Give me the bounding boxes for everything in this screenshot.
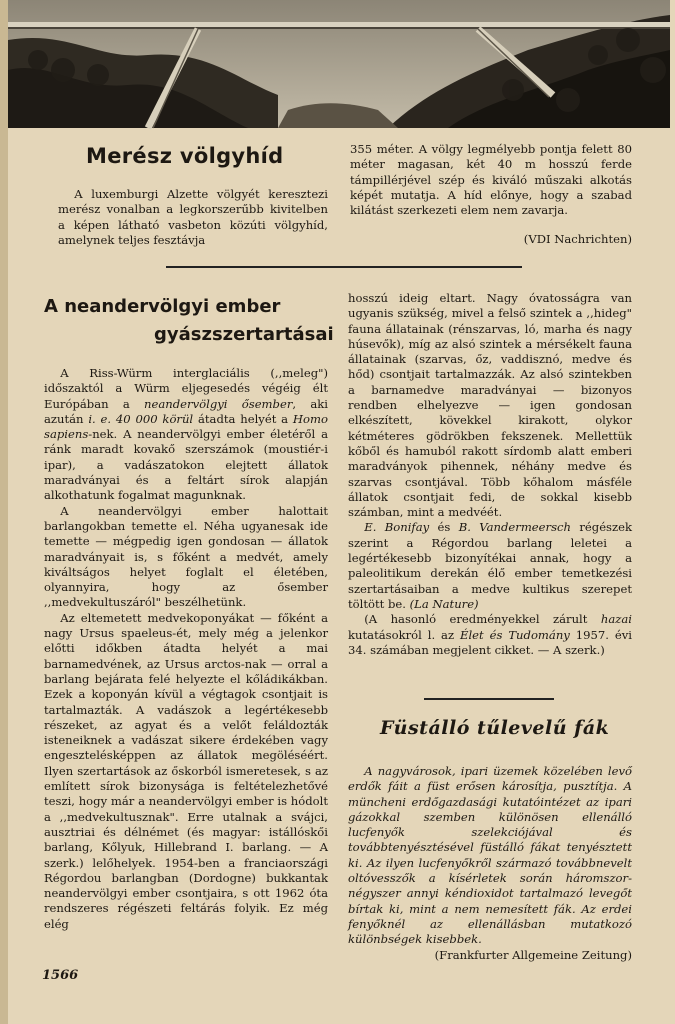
neander-paragraph-1: A Riss-Würm interglaciális (,,meleg") időszaktól a Würm eljegesedés végéig élt Európában a neandervölgyi ősember, aki azután i. e. 40 000 körül átadta helyét a Homo sapiens-nek. A neandervölgyi ember életéről a ránk maradt kovakő szerszámok (moustiér-i ipar), a vadászatokon elejtett állatok maradványai és a feltárt sírok alapján alkothatunk fogalmat magunknak. bbox=[44, 366, 328, 503]
bridge-article-title: Merész völgyhíd bbox=[86, 144, 284, 168]
smoke-divider bbox=[424, 698, 554, 700]
neander-paragraph-3: Az eltemetett medvekoponyákat — főként a nagy Ursus spaeleus-ét, mely még a jelenkor előtti időkben átadta helyét a mai barnamedvének, az Ursus arctos-nak — orral a barlang bejárata felé helyezte el kőládikákban. Ezek a koponyán kívül a végtagok csontjait is tartalmazták. A vadászok a legértékesebb részeket, az agyat és a velőt feláldozták isteneiknek a vadászat sikere érdekében vagy engesztelésképpen az állatok megöléséért. Ilyen szertartások az őskorból ismeretesek, s az említett sírok bizonysága is feltételezhetővé teszi, hogy már a neandervölgyi ember is hódolt a ,,medvekultusznak". Erre utalnak a svájci, ausztriai és délnémet (és magyar: istállóskői barlang, Kőlyuk, Hillebrand I. barlang. — A szerk.) lelőhelyek. 1954-ben a franciaországi Régordou barlangban (Dordogne) bukkantak neandervölgyi ember csontjaira, s ott 1962 óta rendszeres régészeti feltárás folyik. Ez még elég bbox=[44, 610, 328, 931]
bridge-text-col1 bbox=[58, 187, 328, 259]
bridge-photo bbox=[8, 0, 670, 128]
bridge-source-wrap bbox=[350, 232, 632, 247]
bridge-source: (VDI Nachrichten) bbox=[523, 232, 632, 246]
bridge-paragraph-part2: 355 méter. A völgy legmélyebb pontja felett 80 méter magasan, két 40 m hosszú ferde támpillérjével szép és kiváló műszaki alkotás képét mutatja. A híd előnye, hogy a szabad kilátást szerkezeti elem nem zavarja. bbox=[350, 142, 632, 218]
divider-rule bbox=[166, 266, 522, 268]
neander-text-col2 bbox=[348, 291, 632, 671]
neander-title-line1: A neandervölgyi ember bbox=[44, 296, 281, 317]
neander-paragraph-5: (A hasonló eredményekkel zárult hazai kutatásokról l. az Élet és Tudomány 1957. évi 34. számában megjelent cikket. — A szerk.) bbox=[348, 612, 632, 657]
neander-paragraph-4: E. Bonifay és B. Vandermeersch régészek szerint a Régordou barlang leletei a legértékesebb bizonyítékai annak, hogy a paleolitikum derekán élő ember temetkezési szertartásaiban a medve kultikus szerepet töltött be. (La Nature) bbox=[348, 520, 632, 611]
bridge-text-col2 bbox=[350, 142, 632, 238]
neander-title-line2: gyászszertartásai bbox=[154, 324, 334, 345]
neander-paragraph-3-cont: hosszú ideig eltart. Nagy óvatosságra van ugyanis szükség, mivel a felső szintek a ,,hideg" fauna állatainak (rénszarvas, ló, marha és nagy húsevők), míg az alsó szintek a mérsékelt fauna állatainak (szarvas, őz, vaddisznó, medve és hőd) csontjait tartalmazzák. Az alsó szintekben a barnamedve maradványai — bizonyos rendben elhelyezve — igen gondosan elkészített, kövekkel kirakott, olykor kétméteres gödrökben fekszenek. Mellettük kőből és hamuból rakott sírdomb alatt emberi maradványok pihennek, néhány medve és szarvas csontjával. Több kőhalom másféle állatok csontjait fedi, de sokkal kisebb számban, mint a medvéét. bbox=[348, 291, 632, 520]
smoke-text-col bbox=[348, 764, 632, 962]
neander-paragraph-2: A neandervölgyi ember halottait barlangokban temette el. Néha ugyanesak ide temette — mégpedig igen gondosan — állatok maradványait is, s főként a medvét, amely kiváltságos helyet foglalt el életében, olyannyira, hogy az ősember ,,medvekultuszáról" beszélhetünk. bbox=[44, 503, 328, 610]
neander-text-col1 bbox=[44, 366, 328, 960]
smoke-paragraph-1: A nagyvárosok, ipari üzemek közelében levő erdők fáit a füst erősen károsítja, pusztítja. A müncheni erdőgazdasági kutatóintézet az ipari gázokkal szemben különösen ellenálló lucfenyők szelekciójával és továbbtenyésztésével füstálló fákat tenyésztett ki. Az ilyen lucfenyőkről származó továbbnevelt oltóvesszők a kísérletek során háromszor-négyszer annyi kéndioxidot tartalmazó levegőt bírtak ki, mint a nem nemesített fák. Az erdei fenyőknél az ellenállásban mutatkozó különbségek kisebbek. bbox=[348, 764, 632, 947]
bridge-paragraph-part1: A luxemburgi Alzette völgyét keresztezi merész vonalban a legkorszerűbb kivitelben a képen látható vasbeton közúti völgyhíd, amelynek teljes fesztávja bbox=[58, 187, 328, 247]
page-edge bbox=[0, 0, 8, 1024]
smoke-source: (Frankfurter Allgemeine Zeitung) bbox=[434, 947, 632, 962]
smoke-article-title: Füstálló tűlevelű fák bbox=[380, 717, 610, 739]
page-number: 1566 bbox=[42, 968, 79, 983]
